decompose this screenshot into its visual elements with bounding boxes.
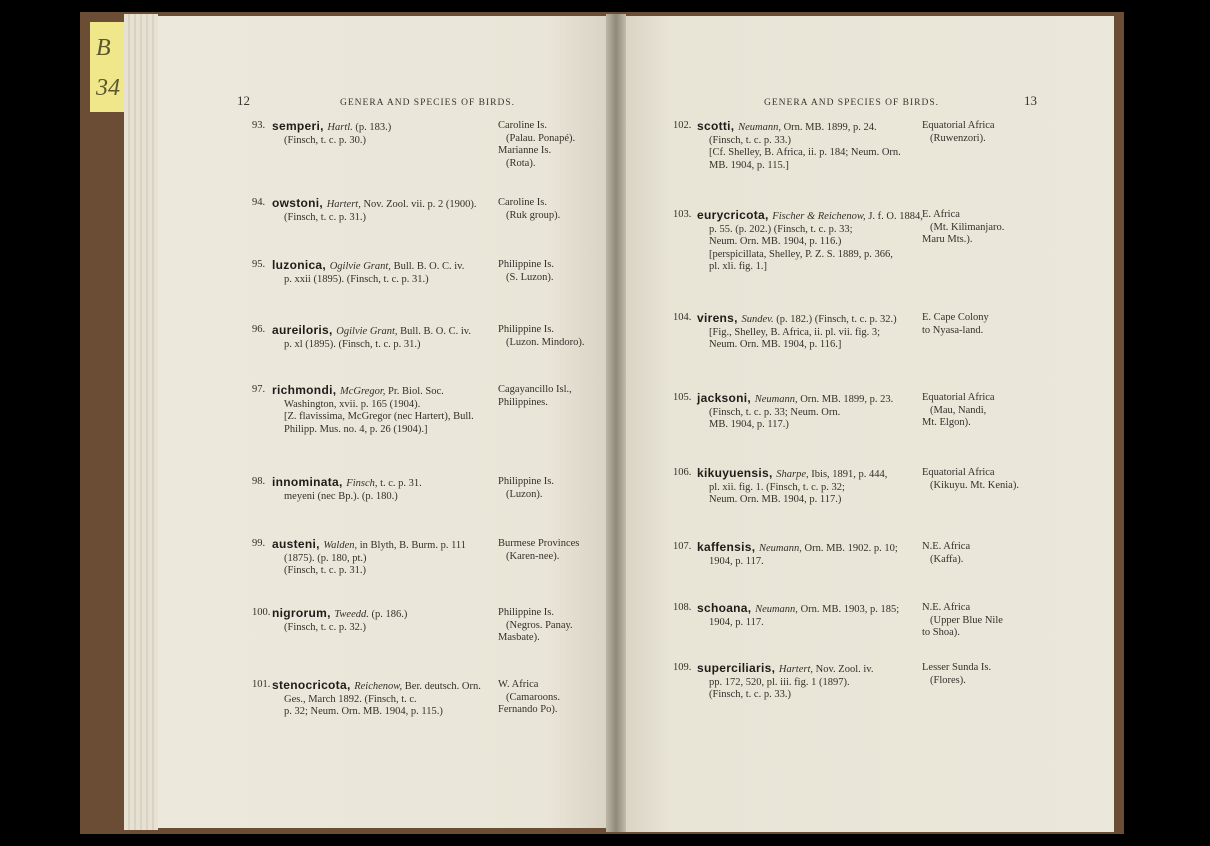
distribution-line: Philippine Is. bbox=[498, 259, 555, 270]
reference-line: (Finsch, t. c. p. 31.) bbox=[284, 211, 366, 223]
reference-line: 1904, p. 117. bbox=[709, 616, 764, 628]
distribution-line: (Flores). bbox=[930, 674, 966, 686]
reference-text: (p. 182.) (Finsch, t. c. p. 32.) bbox=[773, 314, 897, 325]
entry-reference bbox=[272, 120, 391, 147]
distribution bbox=[922, 392, 995, 430]
distribution-line: (Kikuyu. Mt. Kenia). bbox=[930, 479, 1019, 491]
distribution bbox=[922, 602, 1003, 640]
species-name: nigrorum, bbox=[272, 606, 335, 620]
left-running-head: GENERA AND SPECIES OF BIRDS. bbox=[340, 98, 516, 108]
entry-number: 98. bbox=[252, 476, 266, 487]
entry-reference bbox=[697, 602, 899, 629]
reference-text: Orn. MB. 1899, p. 24. bbox=[780, 122, 877, 133]
distribution-line: to Nyasa-land. bbox=[922, 324, 984, 336]
reference-line: pp. 172, 520, pl. iii. fig. 1 (1897). bbox=[709, 676, 850, 688]
distribution-line: to Shoa). bbox=[922, 627, 960, 638]
species-author: Fischer & Reichenow, bbox=[772, 211, 866, 222]
distribution bbox=[498, 197, 560, 222]
entry-number: 105. bbox=[673, 392, 692, 403]
reference-line: Philipp. Mus. no. 4, p. 26 (1904).] bbox=[284, 423, 428, 435]
reference-line: p. 55. (p. 202.) (Finsch, t. c. p. 33; bbox=[709, 223, 853, 235]
reference-line: Washington, xvii. p. 165 (1904). bbox=[284, 398, 421, 410]
distribution-line: Equatorial Africa bbox=[922, 120, 995, 131]
reference-line: [perspicillata, Shelley, P. Z. S. 1889, p. 366, bbox=[709, 248, 893, 260]
distribution-line: (Luzon). bbox=[506, 488, 543, 500]
distribution bbox=[922, 467, 1019, 492]
distribution bbox=[498, 476, 554, 501]
entry-number: 109. bbox=[673, 662, 692, 673]
distribution bbox=[498, 120, 575, 170]
entry-number: 103. bbox=[673, 209, 692, 220]
distribution bbox=[498, 679, 560, 717]
species-name: jacksoni, bbox=[697, 391, 755, 405]
right-page-number: 13 bbox=[1024, 93, 1037, 108]
species-author: Finsch, bbox=[346, 478, 378, 489]
reference-line: MB. 1904, p. 115.] bbox=[709, 159, 789, 171]
entry-reference bbox=[697, 392, 893, 432]
reference-text: Bull. B. O. C. iv. bbox=[397, 326, 471, 337]
distribution-line: Mt. Elgon). bbox=[922, 417, 971, 428]
reference-line: (Finsch, t. c. p. 33.) bbox=[709, 134, 791, 146]
species-author: Ogilvie Grant, bbox=[329, 261, 391, 272]
spine-label-text: B 34 bbox=[96, 35, 120, 101]
reference-text: J. f. O. 1884, bbox=[865, 211, 923, 222]
entry-reference bbox=[272, 607, 407, 634]
distribution-line: (Mau, Nandi, bbox=[930, 404, 987, 416]
species-name: aureiloris, bbox=[272, 323, 337, 337]
reference-line: Neum. Orn. MB. 1904, p. 117.) bbox=[709, 494, 842, 505]
reference-line: p. xxii (1895). (Finsch, t. c. p. 31.) bbox=[284, 273, 429, 285]
species-author: Neumann, bbox=[754, 394, 798, 405]
reference-line: [Fig., Shelley, B. Africa, ii. pl. vii. fig. 3; bbox=[709, 326, 881, 338]
reference-text: Pr. Biol. Soc. bbox=[385, 386, 444, 397]
species-name: kikuyuensis, bbox=[697, 466, 777, 480]
entry-reference bbox=[272, 197, 477, 224]
distribution-line: Philippine Is. bbox=[498, 324, 555, 335]
reference-line: (Finsch, t. c. p. 30.) bbox=[284, 134, 366, 146]
distribution bbox=[922, 312, 989, 337]
distribution-line: Maru Mts.). bbox=[922, 234, 973, 245]
distribution-line: Caroline Is. bbox=[498, 197, 547, 208]
entry-reference bbox=[272, 324, 471, 351]
reference-text: t. c. p. 31. bbox=[377, 478, 422, 489]
distribution-line: (Kaffa). bbox=[930, 553, 964, 565]
entry-reference bbox=[272, 384, 474, 436]
species-author: Neumann, bbox=[759, 543, 802, 554]
entry-number: 96. bbox=[252, 324, 266, 335]
distribution-line: (Mt. Kilimanjaro. bbox=[930, 221, 1005, 233]
reference-line: (Finsch, t. c. p. 32.) bbox=[284, 621, 366, 633]
distribution-line: Philippine Is. bbox=[498, 607, 555, 618]
reference-line: [Cf. Shelley, B. Africa, ii. p. 184; Neum. Orn. bbox=[709, 147, 901, 158]
distribution-line: N.E. Africa bbox=[922, 602, 971, 613]
left-page-number: 12 bbox=[237, 93, 250, 108]
reference-line: (Finsch, t. c. p. 33; Neum. Orn. bbox=[709, 406, 841, 418]
reference-line: Neum. Orn. MB. 1904, p. 116.) bbox=[709, 236, 842, 247]
entry-reference bbox=[272, 679, 481, 719]
reference-text: in Blyth, B. Burm. p. 111 bbox=[357, 540, 467, 551]
distribution-line: Marianne Is. bbox=[498, 145, 552, 156]
reference-text: Orn. MB. 1903, p. 185; bbox=[797, 604, 900, 615]
distribution bbox=[922, 209, 1004, 247]
entry-reference bbox=[697, 312, 897, 352]
book-gutter bbox=[606, 14, 626, 832]
distribution bbox=[922, 541, 970, 566]
species-name: kaffensis, bbox=[697, 540, 759, 554]
reference-line: (1875). (p. 180, pt.) bbox=[284, 552, 367, 564]
species-author: Reichenow, bbox=[354, 681, 403, 692]
reference-text: Ber. deutsch. Orn. bbox=[402, 681, 481, 692]
distribution-line: (Negros. Panay. bbox=[506, 619, 573, 631]
species-author: Ogilvie Grant, bbox=[336, 326, 398, 337]
distribution bbox=[498, 324, 584, 349]
distribution-line: Masbate). bbox=[498, 632, 540, 643]
page-edges bbox=[124, 14, 158, 830]
species-name: semperi, bbox=[272, 119, 328, 133]
entry-number: 93. bbox=[252, 120, 266, 131]
distribution-line: (Palau. Ponapé). bbox=[506, 132, 576, 144]
species-name: stenocricota, bbox=[272, 678, 355, 692]
species-author: Sundev. bbox=[741, 314, 774, 325]
reference-line: 1904, p. 117. bbox=[709, 555, 764, 567]
species-name: schoana, bbox=[697, 601, 756, 615]
distribution-line: (S. Luzon). bbox=[506, 271, 554, 283]
species-author: Neumann, bbox=[755, 604, 798, 615]
species-name: richmondi, bbox=[272, 383, 340, 397]
distribution-line: Philippines. bbox=[498, 396, 548, 408]
species-name: luzonica, bbox=[272, 258, 330, 272]
species-name: superciliaris, bbox=[697, 661, 779, 675]
reference-line: [Z. flavissima, McGregor (nec Hartert), Bull. bbox=[284, 411, 474, 422]
reference-text: Nov. Zool. iv. bbox=[813, 664, 874, 675]
entry-reference bbox=[697, 662, 873, 702]
distribution bbox=[498, 538, 579, 563]
species-author: McGregor, bbox=[339, 386, 386, 397]
reference-line: p. 32; Neum. Orn. MB. 1904, p. 115.) bbox=[284, 706, 443, 717]
distribution-line: W. Africa bbox=[498, 679, 539, 690]
reference-line: Neum. Orn. MB. 1904, p. 116.] bbox=[709, 339, 842, 350]
distribution-line: Cagayancillo Isl., bbox=[498, 384, 572, 395]
reference-line: (Finsch, t. c. p. 31.) bbox=[284, 565, 366, 576]
distribution bbox=[498, 607, 573, 645]
distribution-line: (Camaroons. bbox=[506, 691, 560, 703]
species-name: austeni, bbox=[272, 537, 324, 551]
entry-reference bbox=[697, 120, 901, 172]
species-name: scotti, bbox=[697, 119, 739, 133]
species-name: virens, bbox=[697, 311, 742, 325]
entry-reference bbox=[272, 476, 422, 503]
species-author: Hartert, bbox=[778, 664, 813, 675]
entry-reference bbox=[697, 467, 887, 507]
distribution-line: Caroline Is. bbox=[498, 120, 547, 131]
reference-line: meyeni (nec Bp.). (p. 180.) bbox=[284, 490, 398, 502]
distribution-line: Equatorial Africa bbox=[922, 467, 995, 478]
distribution-line: Fernando Po). bbox=[498, 704, 558, 715]
entry-reference bbox=[272, 259, 464, 286]
distribution bbox=[922, 662, 991, 687]
distribution-line: (Rota). bbox=[506, 157, 536, 169]
reference-text: Bull. B. O. C. iv. bbox=[390, 261, 465, 272]
species-author: Walden, bbox=[323, 540, 358, 551]
entry-number: 108. bbox=[673, 602, 692, 613]
reference-line: pl. xii. fig. 1. (Finsch, t. c. p. 32; bbox=[709, 481, 845, 493]
distribution-line: (Karen-nee). bbox=[506, 550, 560, 562]
entry-number: 104. bbox=[673, 312, 692, 323]
reference-text: Orn. MB. 1902. p. 10; bbox=[801, 543, 898, 554]
species-name: innominata, bbox=[272, 475, 347, 489]
distribution-line: Philippine Is. bbox=[498, 476, 555, 487]
distribution bbox=[498, 384, 572, 409]
species-author: Tweedd. bbox=[334, 609, 369, 620]
entry-number: 97. bbox=[252, 384, 266, 395]
entry-reference bbox=[697, 209, 923, 274]
reference-line: MB. 1904, p. 117.) bbox=[709, 419, 789, 430]
species-name: owstoni, bbox=[272, 196, 327, 210]
distribution-line: E. Africa bbox=[922, 209, 960, 220]
distribution-line: E. Cape Colony bbox=[922, 312, 989, 323]
species-author: Hartl. bbox=[327, 122, 353, 133]
entry-number: 106. bbox=[673, 467, 692, 478]
distribution-line: Equatorial Africa bbox=[922, 392, 995, 403]
entry-reference bbox=[272, 538, 466, 578]
reference-line: Ges., March 1892. (Finsch, t. c. bbox=[284, 693, 417, 705]
reference-text: Ibis, 1891, p. 444, bbox=[808, 469, 888, 480]
distribution-line: (Luzon. Mindoro). bbox=[506, 336, 585, 348]
distribution bbox=[922, 120, 995, 145]
entry-number: 102. bbox=[673, 120, 692, 131]
entry-reference bbox=[697, 541, 898, 568]
species-author: Neumann, bbox=[738, 122, 781, 133]
reference-text: (p. 186.) bbox=[368, 609, 408, 620]
reference-line: pl. xli. fig. 1.] bbox=[709, 261, 768, 272]
reference-text: Nov. Zool. vii. p. 2 (1900). bbox=[360, 199, 477, 210]
distribution-line: Lesser Sunda Is. bbox=[922, 662, 992, 673]
reference-text: (p. 183.) bbox=[352, 122, 392, 133]
distribution-line: (Upper Blue Nile bbox=[930, 614, 1003, 626]
distribution-line: (Ruk group). bbox=[506, 209, 561, 221]
entry-number: 99. bbox=[252, 538, 266, 549]
entry-number: 101. bbox=[252, 679, 271, 690]
distribution bbox=[498, 259, 554, 284]
right-running-head: GENERA AND SPECIES OF BIRDS. bbox=[764, 98, 940, 108]
entry-number: 94. bbox=[252, 197, 266, 208]
distribution-line: (Ruwenzori). bbox=[930, 132, 986, 144]
species-name: eurycricota, bbox=[697, 208, 773, 222]
species-author: Hartert, bbox=[326, 199, 361, 210]
reference-text: Orn. MB. 1899, p. 23. bbox=[797, 394, 894, 405]
entry-number: 107. bbox=[673, 541, 692, 552]
distribution-line: Burmese Provinces bbox=[498, 538, 580, 549]
species-author: Sharpe, bbox=[776, 469, 809, 480]
entry-number: 95. bbox=[252, 259, 266, 270]
reference-line: (Finsch, t. c. p. 33.) bbox=[709, 689, 791, 700]
reference-line: p. xl (1895). (Finsch, t. c. p. 31.) bbox=[284, 338, 421, 350]
entry-number: 100. bbox=[252, 607, 271, 618]
distribution-line: N.E. Africa bbox=[922, 541, 971, 552]
